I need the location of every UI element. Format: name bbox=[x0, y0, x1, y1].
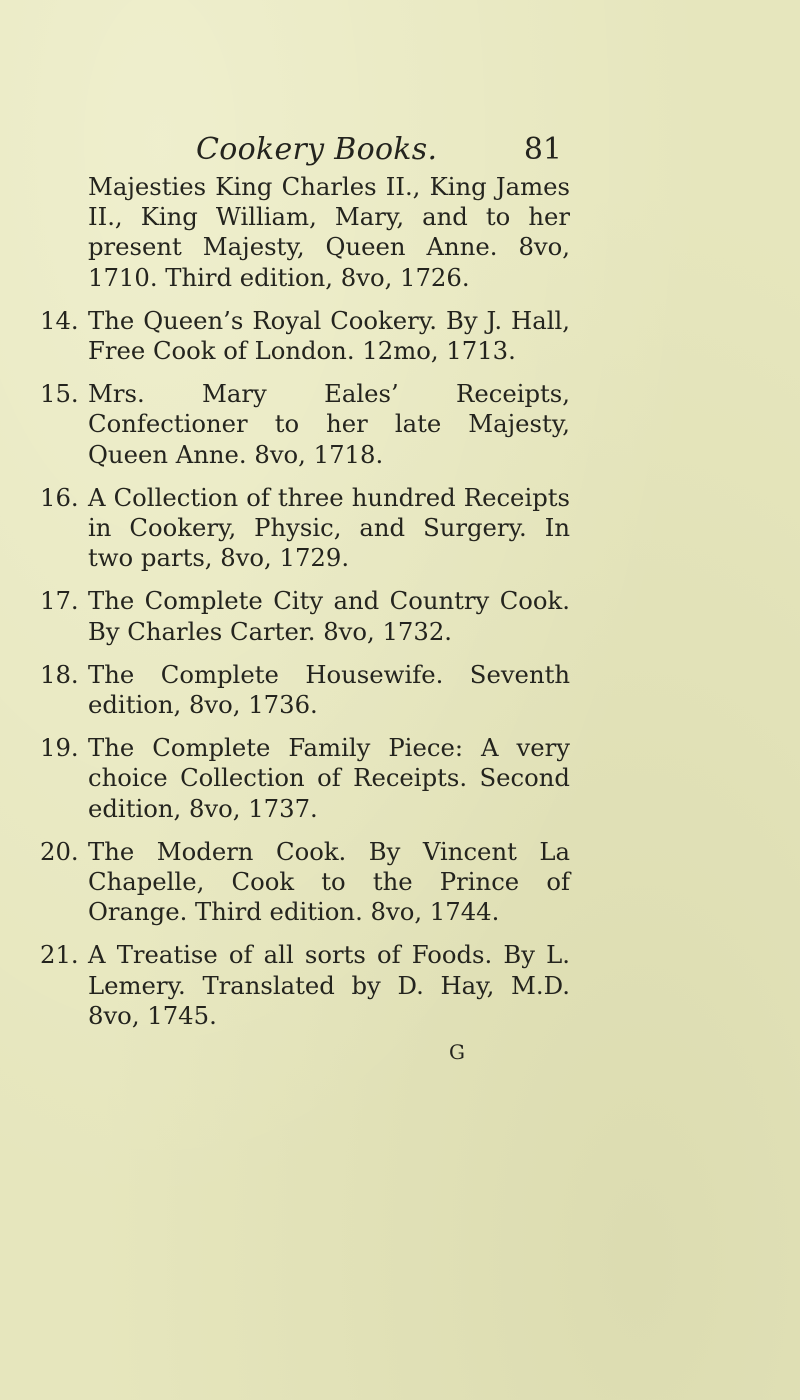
entry-number: 18. bbox=[40, 659, 79, 689]
entry-number: 17. bbox=[40, 586, 79, 616]
list-item bbox=[40, 379, 570, 470]
list-item bbox=[40, 306, 570, 366]
running-title: Cookery Books. bbox=[196, 132, 438, 167]
list-item bbox=[40, 586, 570, 646]
entry-text: The Complete Family Piece: A very choice Collection of Receipts. Second edition, 8vo, 1737. bbox=[88, 733, 570, 823]
entry-number: 21. bbox=[40, 940, 79, 970]
list-item bbox=[40, 837, 570, 928]
running-head bbox=[196, 130, 562, 174]
list-item bbox=[40, 733, 570, 824]
entry-number: 19. bbox=[40, 733, 79, 763]
list-item bbox=[40, 483, 570, 574]
entry-text: The Modern Cook. By Vincent La Chapelle, Cook to the Prince of Orange. Third edition. 8vo, 1744. bbox=[88, 836, 570, 927]
entry-text: Majesties King Charles II., King James II., King William, Mary, and to her present Majesty, Queen Anne. 8vo, 1710. Third edition, 8vo, 1726. bbox=[88, 172, 570, 292]
entry-text: The Complete Housewife. Seventh edition, 8vo, 1736. bbox=[88, 659, 570, 720]
entry-text: Mrs. Mary Eales’ Receipts, Confectioner to her late Majesty, Queen Anne. 8vo, 1718. bbox=[88, 379, 570, 469]
entry-text: The Complete City and Country Cook. By Charles Carter. 8vo, 1732. bbox=[88, 586, 570, 646]
entry-number: 16. bbox=[40, 482, 79, 512]
entry-text: The Queen’s Royal Cookery. By J. Hall, Free Cook of London. 12mo, 1713. bbox=[88, 305, 570, 366]
page-number: 81 bbox=[523, 132, 562, 167]
entry-number: 15. bbox=[40, 379, 79, 409]
entry-number: 20. bbox=[40, 836, 79, 866]
entry-number: 14. bbox=[40, 305, 79, 335]
list-item bbox=[40, 172, 570, 293]
list-item bbox=[40, 660, 570, 720]
signature-mark: G bbox=[449, 1040, 465, 1064]
list-item bbox=[40, 940, 570, 1031]
entry-list bbox=[40, 172, 570, 1044]
entry-text: A Collection of three hundred Receipts in Cookery, Physic, and Surgery. In two parts, 8vo, 1729. bbox=[88, 482, 570, 573]
entry-text: A Treatise of all sorts of Foods. By L. Lemery. Translated by D. Hay, M.D. 8vo, 1745. bbox=[88, 940, 570, 1030]
